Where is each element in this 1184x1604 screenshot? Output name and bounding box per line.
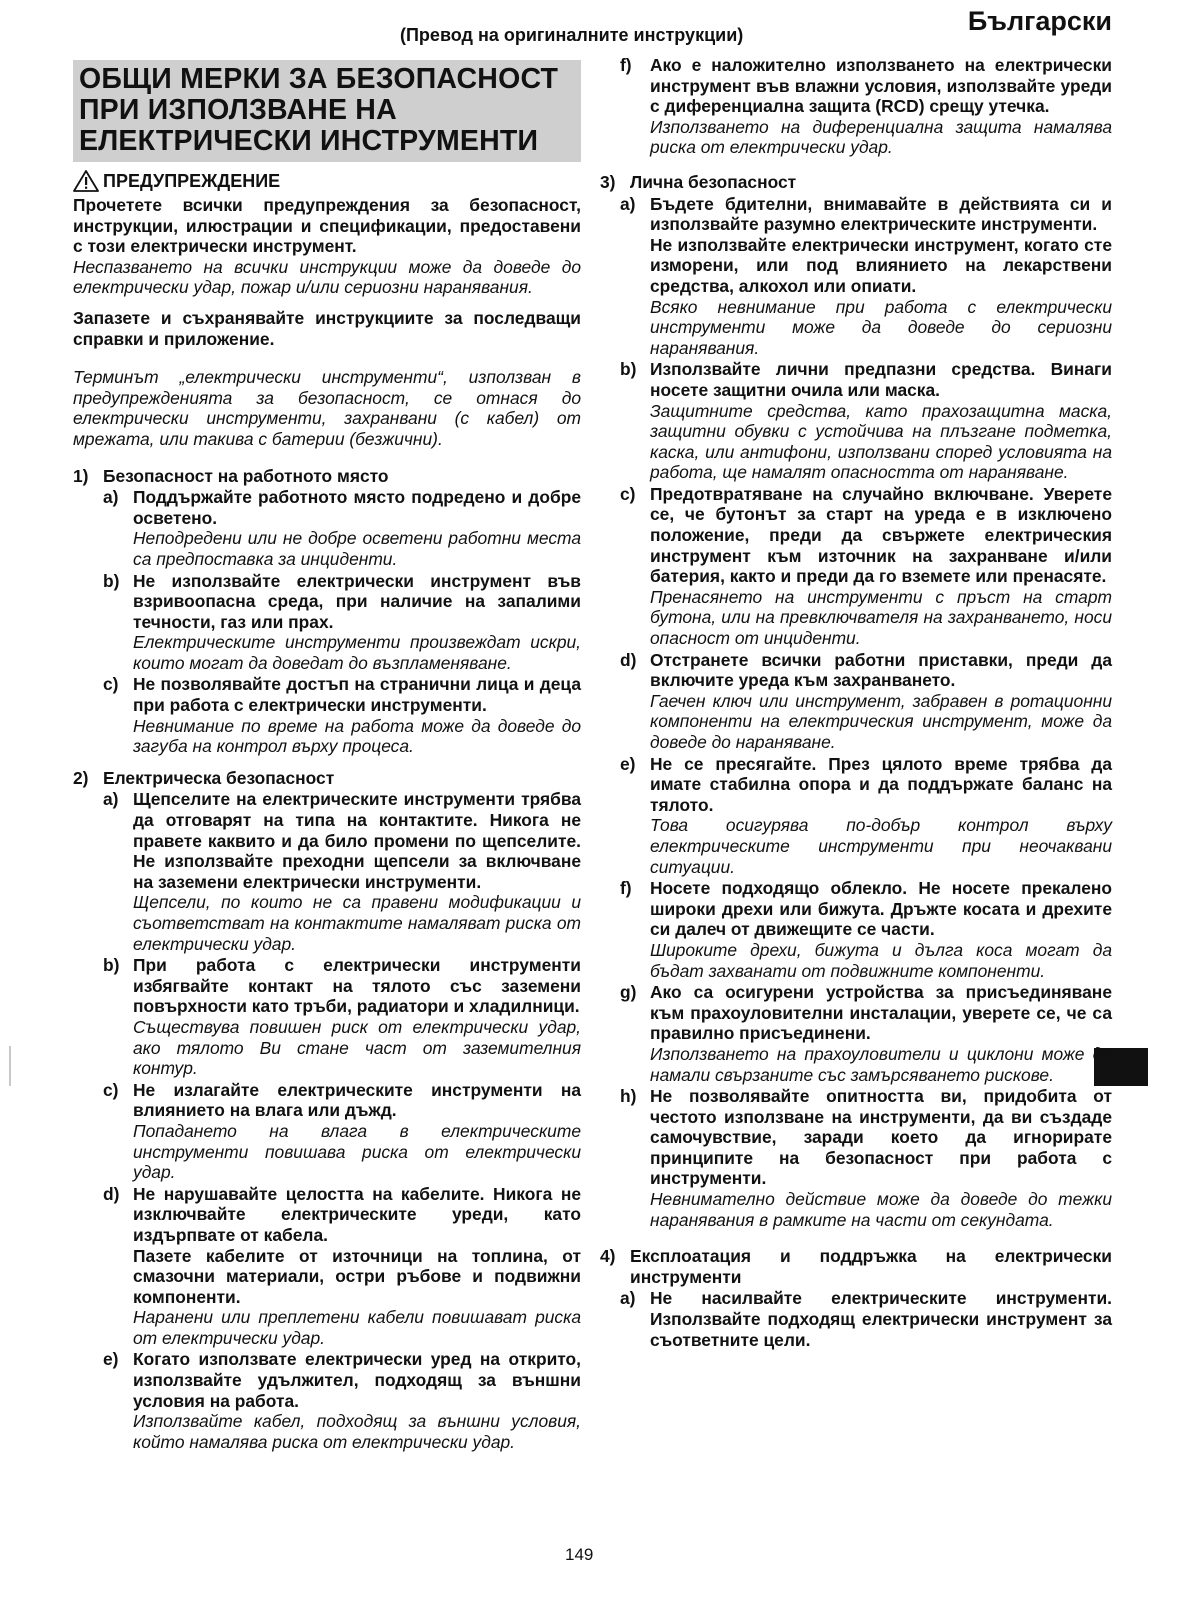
item-letter: h) [620,1086,637,1107]
item-explanation: Невнимателно действие може да доведе до тежки наранявания в рамките на части от секундата. [650,1189,1112,1230]
section-title: Електрическа безопасност [103,767,335,788]
item-instruction: Отстранете всички работни приставки, преди да включите уреда към захранването. [650,649,1112,691]
section-2-heading [73,768,581,789]
page-number: 149 [565,1545,594,1564]
item-letter: e) [103,1349,119,1370]
list-item [73,1184,581,1349]
section-number: 2) [73,767,89,788]
item-instruction: Не се пресягайте. През цялото време трябва да имате стабилна опора и да поддържате баланс на тялото. [650,753,1112,815]
warning-heading [73,170,581,192]
warning-keep-text: Запазете и съхранявайте инструкциите за последващи справки и приложение. [73,307,581,349]
warning-label: ПРЕДУПРЕЖДЕНИЕ [103,170,281,191]
item-letter: c) [103,674,119,695]
list-item [600,1288,1112,1350]
item-letter: b) [103,955,120,976]
item-letter: a) [103,789,119,810]
term-definition: Терминът „електрически инструменти“, използван в предупрежденията за безопасност, се отнася до електрически инструменти, захранвани (с кабел) от мрежата, или такива с батерии (безжични). [73,367,581,449]
warning-triangle-icon [73,170,99,192]
section-4-heading [600,1246,1112,1287]
list-item [73,674,581,756]
margin-mark [9,1046,11,1086]
item-instruction: Ако е наложително използването на електрически инструмент във влажни условия, използвайте уреди с диференциална защита (RCD) срещу утечка. [650,55,1112,117]
item-instruction: Не използвайте електрически инструмент във взривоопасна среда, при наличие на запалими течности, газ или прах. [133,570,581,632]
item-letter: c) [103,1079,119,1100]
item-explanation: Използването на диференциална защита намалява риска от електрически удар. [650,116,1112,158]
item-letter: d) [620,649,637,670]
list-item [600,55,1112,158]
item-instruction: Пазете кабелите от източници на топлина, от смазочни материали, остри ръбове и подвижни компоненти. [133,1245,581,1307]
section-number: 1) [73,465,89,486]
item-explanation: Неподредени или не добре осветени работни места са предпоставка за инциденти. [133,528,581,569]
list-item [73,1349,581,1452]
item-explanation: Гаечен ключ или инструмент, забравен в ротационни компоненти на електрическия инструмент, може да доведе до нараняване. [650,690,1112,752]
page-title: ОБЩИ МЕРКИ ЗА БЕЗОПАСНОСТ ПРИ ИЗПОЛЗВАНЕ НА ЕЛЕКТРИЧЕСКИ ИНСТРУМЕНТИ [73,60,581,162]
item-explanation: Съществува повишен риск от електрически удар, ако тялото Ви стане част от заземителния контур. [133,1016,581,1079]
item-explanation: Широките дрехи, бижута и дълга коса могат да бъдат захванати от подвижните компоненти. [650,939,1112,981]
item-explanation: Наранени или преплетени кабели повишават риска от електрически удар. [133,1307,581,1348]
item-instruction: Не излагайте електрическите инструменти на влиянието на влага или дъжд. [133,1079,581,1121]
item-explanation: Използването на прахоуловители и циклони може да намали свързаните със замърсяването рискове. [650,1043,1112,1085]
warning-read-text: Прочетете всички предупреждения за безопасност, инструкции, илюстрации и спецификации, предоставени с този електрически инструмент. [73,195,581,257]
list-item [600,878,1112,981]
item-instruction: Носете подходящо облекло. Не носете прекалено широки дрехи или бижута. Дръжте косата и дрехите си далеч от движещите се части. [650,878,1112,940]
list-item [73,571,581,674]
section-title: Безопасност на работното място [103,465,389,486]
item-explanation: Пренасянето на инструменти с пръст на старт бутона, или на превключвателя на захранването, носи опасност от инциденти. [650,586,1112,649]
section-number: 4) [600,1246,616,1267]
language-label: Български [967,6,1112,36]
item-instruction: Щепселите на електрическите инструменти трябва да отговарят на типа на контактите. Никога не правете каквито и да било промени по щепселите. Не използвайте преходни щепсели за включване на заземени електрически инструменти. [133,789,581,892]
item-letter: a) [103,487,119,508]
section-title: Експлоатация и поддръжка на електрически инструменти [630,1246,1112,1287]
list-item [600,1086,1112,1230]
item-instruction: При работа с електрически инструменти избягвайте контакт на тялото със заземени повърхности като тръби, радиатори и хладилници. [133,955,581,1017]
item-instruction: Когато използвате електрически уред на открито, използвайте удължител, подходящ за външни условия на работа. [133,1349,581,1411]
item-explanation: Невнимание по време на работа може да доведе до загуба на контрол върху процеса. [133,715,581,757]
item-instruction: Не позволявайте опитността ви, придобита от честото използване на инструменти, да ви създаде самочувствие, заради което да игнорирате принципите на безопасност при работа с инструменти. [650,1086,1112,1189]
item-instruction: Не насилвайте електрическите инструменти. Използвайте подходящ електрически инструмент за съответните цели. [650,1288,1112,1350]
right-column [600,55,1112,1350]
item-instruction: Не използвайте електрически инструмент, когато сте изморени, или под влиянието на лекарствени средства, алкохол или опиати. [650,234,1112,296]
warning-consequence-text: Неспазването на всички инструкции може да доведе до електрически удар, пожар и/или сериозни наранявания. [73,256,581,298]
left-column [73,60,581,1452]
section-title: Лична безопасност [630,171,797,192]
list-item [600,650,1112,753]
translation-subtitle: (Превод на оригиналните инструкции) [400,25,744,45]
list-item [600,484,1112,649]
item-explanation: Използвайте кабел, подходящ за външни условия, който намалява риска от електрически удар. [133,1411,581,1452]
list-item [73,1080,581,1183]
item-letter: a) [620,193,636,214]
item-letter: b) [103,570,120,591]
item-instruction: Не нарушавайте целостта на кабелите. Никога не изключвайте електрическите уреди, като издърпвате от кабела. [133,1183,581,1245]
item-explanation: Щепсели, по които не са правени модификации и съответстват на контактите намаляват риска от електрически удар. [133,892,581,954]
section-1-heading [73,466,581,487]
item-letter: f) [620,55,632,75]
section-number: 3) [600,171,616,192]
list-item [73,955,581,1079]
item-letter: a) [620,1288,636,1309]
item-letter: f) [620,878,632,899]
item-instruction: Използвайте лични предпазни средства. Винаги носете защитни очила или маска. [650,359,1112,400]
list-item [73,789,581,954]
list-item [600,982,1112,1085]
item-instruction: Не позволявайте достъп на странични лица и деца при работа с електрически инструменти. [133,674,581,716]
item-letter: e) [620,753,636,774]
item-explanation: Всяко невнимание при работа с електрически инструменти може да доведе до сериозни наранявания. [650,296,1112,358]
item-instruction: Ако са осигурени устройства за присъединяване към прахоуловителни инсталации, уверете се, че са правилно присъединени. [650,982,1112,1044]
item-instruction: Бъдете бдителни, внимавайте в действията си и използвайте разумно електрическите инструменти. [650,193,1112,235]
list-item [600,754,1112,878]
list-item [73,487,581,569]
item-explanation: Това осигурява по-добър контрол върху електрическите инструменти при неочаквани ситуации. [650,815,1112,877]
item-letter: b) [620,359,637,380]
item-instruction: Поддържайте работното място подредено и добре осветено. [133,487,581,528]
list-item [600,194,1112,359]
item-explanation: Попадането на влага в електрическите инструменти повишава риска от електрически удар. [133,1120,581,1183]
section-3-heading [600,172,1112,193]
item-explanation: Защитните средства, като прахозащитна маска, защитни обувки с устойчива на плъзгане подметка, каска, или антифони, използвани според условията на работа, ще намалят опасността от нараняване. [650,400,1112,483]
list-item [600,359,1112,483]
item-letter: g) [620,982,637,1003]
item-letter: d) [103,1183,120,1204]
item-instruction: Предотвратяване на случайно включване. Уверете се, че бутонът за старт на уреда е в изключено положение, преди да свържете електрическия инструмент към източник на захранване и/или батерия, както и преди да го вземете или пренасяте. [650,483,1112,587]
item-letter: c) [620,483,636,504]
item-explanation: Електрическите инструменти произвеждат искри, които могат да доведат до възпламеняване. [133,632,581,673]
